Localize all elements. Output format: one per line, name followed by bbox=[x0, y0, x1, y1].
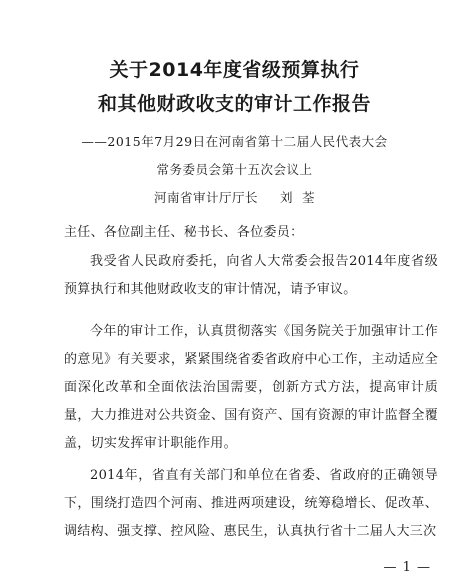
subtitle-line-1: ——2015年7月29日在河南省第十二届人民代表大会 bbox=[81, 134, 388, 149]
salutation: 主任、各位副主任、秘书长、各位委员： bbox=[64, 225, 304, 240]
subtitle-line-2: 常务委员会第十五次会议上 bbox=[156, 162, 313, 177]
author-line bbox=[0, 189, 469, 207]
paragraph-1: 我受省人民政府委托，向省人大常委会报告2014年度省级预算执行和其他财政收支的审计情况，请予审议。 bbox=[64, 254, 438, 297]
author-name: 刘 荃 bbox=[280, 190, 315, 205]
paragraph-2: 今年的审计工作，认真贯彻落实《国务院关于加强审计工作的意见》有关要求，紧紧围绕省委省政府中心工作，主动适应全面深化改革和全面依法治国需要，创新方式方法，提高审计质量，大力推进对公共资金、国有资产、国有资源的审计监督全覆盖，切实发挥审计职能作用。 bbox=[64, 324, 438, 451]
report-title-line-1: 关于2014年度省级预算执行 bbox=[109, 59, 360, 81]
author-title: 河南省审计厅厅长 bbox=[154, 190, 259, 205]
paragraph-3: 2014年，省直有关部门和单位在省委、省政府的正确领导下，围绕打造四个河南、推进两项建设，统筹稳增长、促改革、调结构、强支撑、控风险、惠民生，认真执行省十二届人大三次 bbox=[64, 468, 438, 539]
page-number: — 1 — bbox=[383, 560, 431, 575]
report-title-line-2: 和其他财政收支的审计工作报告 bbox=[97, 93, 371, 115]
